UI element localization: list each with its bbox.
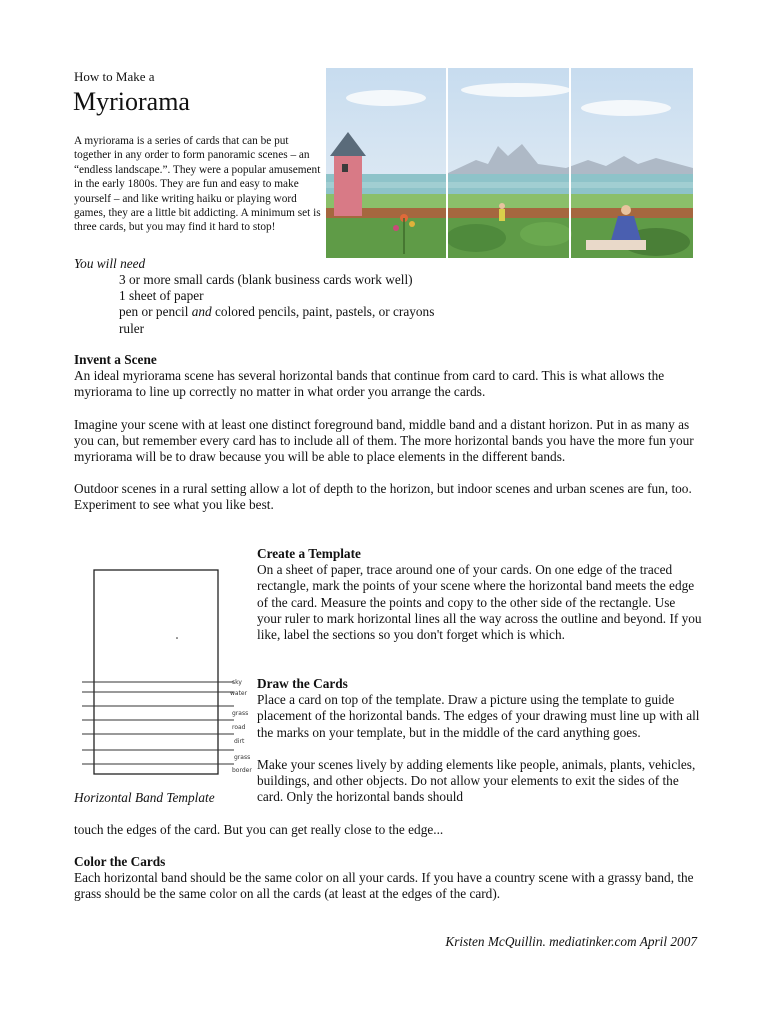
section-heading: Draw the Cards — [257, 676, 348, 691]
supplies-list — [119, 272, 699, 337]
list-item: 1 sheet of paper — [119, 288, 204, 304]
list-item: ruler — [119, 320, 145, 336]
band-label: grass — [232, 710, 249, 717]
color-section — [74, 854, 704, 903]
intro-paragraph: A myriorama is a series of cards that can be put together in any order to form panoramic scenes – an “endless landscape.”. They were a popular amusement in the early 1800s. They are fun and easy to make yourself – and like writing haiku or playing word games, they are a little bit addicting. A minimum set is three cards, but you may find it hard to stop! — [74, 135, 321, 234]
band-label: dirt — [234, 738, 245, 745]
band-template-figure — [74, 562, 258, 780]
paragraph: An ideal myriorama scene has several horizontal bands that continue from card to card. This is what allows the myriorama to line up correctly no matter in what order you arrange the cards. — [74, 368, 665, 400]
footer-credit: Kristen McQuillin. mediatinker.com April 2007 — [445, 934, 697, 949]
paragraph: Imagine your scene with at least one distinct foreground band, middle band and a distant horizon. Put in as many as you can, but remember every card has to include all of them. The more horizontal bands you have the more fun your myriorama will be to draw because you will be able to place elements in the different bands. — [74, 416, 694, 465]
paragraph: Each horizontal band should be the same color on all your cards. If you have a country scene with a grassy band, the grass should be the same color on all the cards (at least at the edges of the card). — [74, 870, 694, 902]
band-label: water — [230, 690, 248, 697]
panorama-illustration — [326, 68, 693, 258]
paragraph: Outdoor scenes in a rural setting allow a lot of depth to the horizon, but indoor scenes and urban scenes are fun, too. Experiment to see what you like best. — [74, 481, 692, 513]
section-heading: Create a Template — [257, 546, 361, 561]
paragraph: On a sheet of paper, trace around one of your cards. On one edge of the traced rectangle, mark the points of your scene where the horizontal band meets the edge of the card. Measure the points and copy to the other side of the rectangle. Use your ruler to mark horizontal lines all the way across the outline and beyond. If you like, label the sections so you don't forget which is which. — [257, 562, 702, 643]
band-label: road — [232, 724, 246, 731]
paragraph: Make your scenes lively by adding elements like people, animals, plants, vehicles, buildings, and other objects. Do not allow your elements to exit the sides of the card. Only the horizontal bands should — [257, 756, 696, 805]
you-will-need-heading: You will need — [74, 256, 146, 271]
draw-section — [257, 676, 703, 805]
draw-paragraph-continued: touch the edges of the card. But you can get really close to the edge... — [74, 822, 444, 837]
pretitle: How to Make a — [74, 69, 155, 84]
figure-caption: Horizontal Band Template — [74, 790, 215, 805]
band-label: border — [232, 767, 252, 774]
paragraph: Place a card on top of the template. Draw a picture using the template to guide placement of the horizontal bands. The edges of your drawing must line up with all the marks on your template, but in the middle of the card anything goes. — [257, 692, 700, 740]
section-heading: Color the Cards — [74, 854, 166, 869]
page-title: Myriorama — [73, 87, 190, 116]
list-item-part: pen or pencil — [119, 304, 189, 320]
list-item: 3 or more small cards (blank business cards work well) — [119, 272, 413, 287]
invent-section — [74, 352, 702, 514]
list-item-part: colored pencils, paint, pastels, or crayons — [215, 304, 435, 320]
section-heading: Invent a Scene — [74, 352, 157, 367]
list-item-emphasis: and — [191, 304, 212, 320]
band-label: sky — [232, 679, 242, 686]
band-label: grass — [234, 754, 251, 761]
list-item — [119, 304, 699, 320]
panorama-svg — [326, 68, 693, 258]
template-section — [257, 546, 703, 643]
band-template-svg — [74, 562, 258, 780]
